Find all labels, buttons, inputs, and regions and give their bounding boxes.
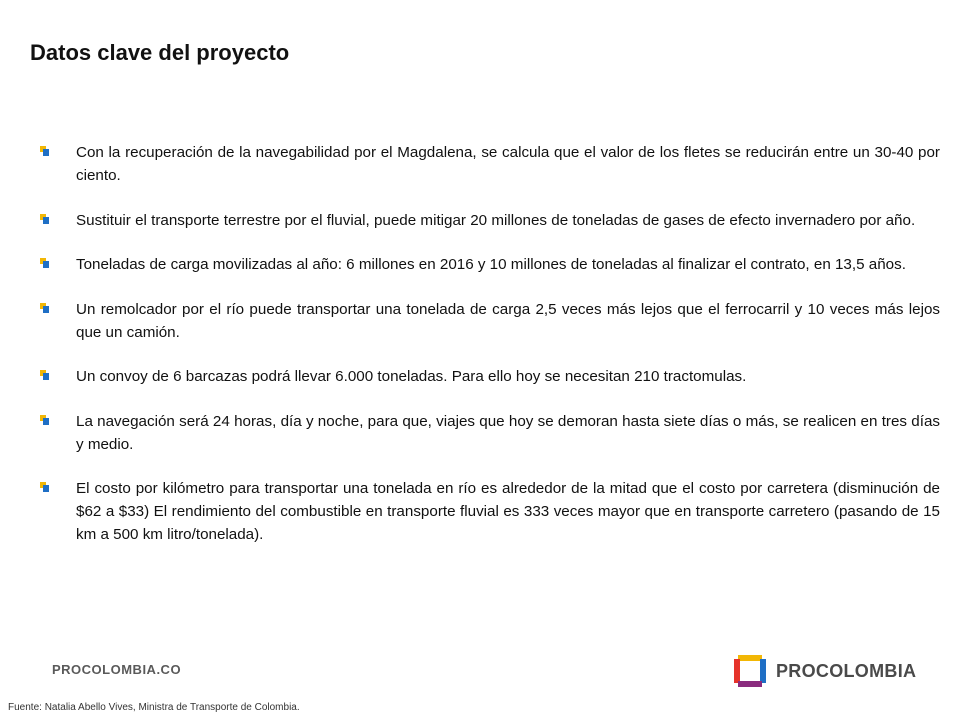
square-bullet-icon	[40, 415, 50, 425]
footer-website: PROCOLOMBIA.CO	[52, 662, 182, 677]
square-bullet-icon	[40, 303, 50, 313]
list-item	[40, 298, 940, 344]
page-title: Datos clave del proyecto	[30, 40, 290, 65]
list-item	[40, 253, 940, 276]
bullet-text: Con la recuperación de la navegabilidad por el Magdalena, se calcula que el valor de los fletes se reducirán entre un 30-40 por ciento.	[76, 144, 940, 184]
bullet-text: Sustituir el transporte terrestre por el fluvial, puede mitigar 20 millones de toneladas de gases de efecto invernadero por año.	[76, 211, 916, 229]
list-item	[40, 141, 940, 187]
square-bullet-icon	[40, 482, 50, 492]
square-bullet-icon	[40, 146, 50, 156]
list-item	[40, 410, 940, 456]
square-bullet-icon	[40, 214, 50, 224]
bullet-text: Toneladas de carga movilizadas al año: 6 millones en 2016 y 10 millones de toneladas al finalizar el contrato, en 13,5 años.	[76, 256, 906, 273]
square-bullet-icon	[40, 370, 50, 380]
list-item	[40, 477, 940, 546]
bullet-text: Un convoy de 6 barcazas podrá llevar 6.000 toneladas. Para ello hoy se necesitan 210 tractomulas.	[76, 368, 747, 385]
procolombia-logo	[734, 655, 916, 687]
square-bullet-icon	[40, 258, 50, 268]
list-item	[40, 209, 940, 232]
list-item	[40, 365, 940, 388]
bullet-text: Un remolcador por el río puede transportar una tonelada de carga 2,5 veces más lejos que el ferrocarril y 10 veces más lejos que un camión.	[76, 300, 940, 341]
source-note: Fuente: Natalia Abello Vives, Ministra de Transporte de Colombia.	[8, 702, 300, 713]
logo-text: PROCOLOMBIA	[776, 660, 917, 681]
bullet-text: El costo por kilómetro para transportar una tonelada en río es alrededor de la mitad que el costo por carretera (disminución de $62 a $33) El rendimiento del combustible en transporte fluvial es 333 veces mayor que en transporte carretero (pasando de 15 km a 500 km litro/tonelada).	[76, 480, 940, 543]
bullet-list	[40, 141, 940, 568]
logo-mark-icon	[734, 655, 766, 687]
bullet-text: La navegación será 24 horas, día y noche, para que, viajes que hoy se demoran hasta siete días o más, se realicen en tres días y medio.	[76, 412, 940, 453]
